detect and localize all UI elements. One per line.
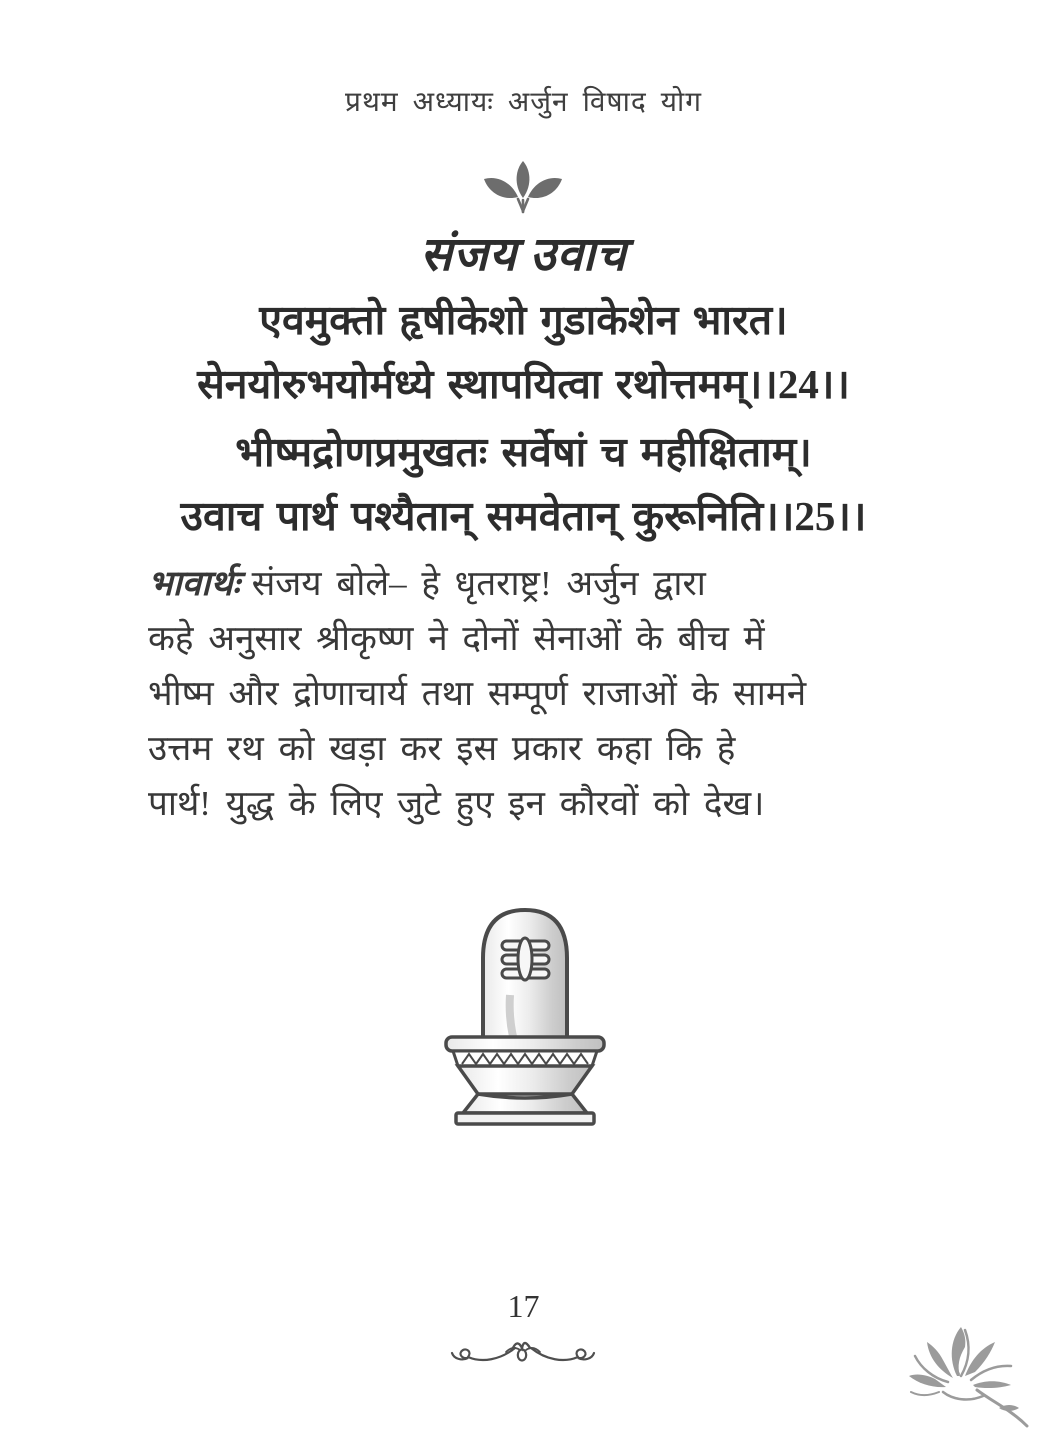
meaning-line: कहे अनुसार श्रीकृष्ण ने दोनों सेनाओं के बीच में: [148, 619, 765, 658]
page-number: 17: [507, 1288, 540, 1324]
verse-line: एवमुक्तो हृषीकेशो गुडाकेशेन भारत।: [259, 297, 788, 343]
three-leaf-ornament-icon: [473, 160, 573, 218]
verse-25: [0, 420, 1047, 548]
shiva-lingam-illustration: [420, 880, 650, 1130]
speaker-heading: संजय उवाच: [420, 229, 627, 281]
meaning-line: पार्थ! युद्ध के लिए जुटे हुए इन कौरवों को देख।: [148, 784, 765, 823]
verse-line: सेनयोरुभयोर्मध्ये स्थापयित्वा रथोत्तमम्।।24।।: [197, 361, 850, 407]
verse-24: [0, 288, 1047, 416]
lotus-icon: [895, 1320, 1040, 1432]
meaning-line: उत्तम रथ को खड़ा कर इस प्रकार कहा कि हे: [148, 729, 736, 768]
meaning-line: भीष्म और द्रोणाचार्य तथा सम्पूर्ण राजाओं के सामने: [148, 674, 807, 713]
meaning-line: [148, 556, 923, 611]
chapter-title: प्रथम अध्यायः अर्जुन विषाद योग: [345, 87, 702, 118]
meaning-label: भावार्थः: [148, 564, 240, 603]
meaning-paragraph: [148, 556, 923, 831]
verse-line: भीष्मद्रोणप्रमुखतः सर्वेषां च महीक्षिताम्।: [235, 429, 812, 475]
verse-line: उवाच पार्थ पश्यैतान् समवेतान् कुरूनिति।।25।।: [180, 493, 867, 539]
flourish-ornament-icon: [448, 1333, 598, 1367]
meaning-text: संजय बोले– हे धृतराष्ट्र! अर्जुन द्वारा: [251, 564, 706, 603]
